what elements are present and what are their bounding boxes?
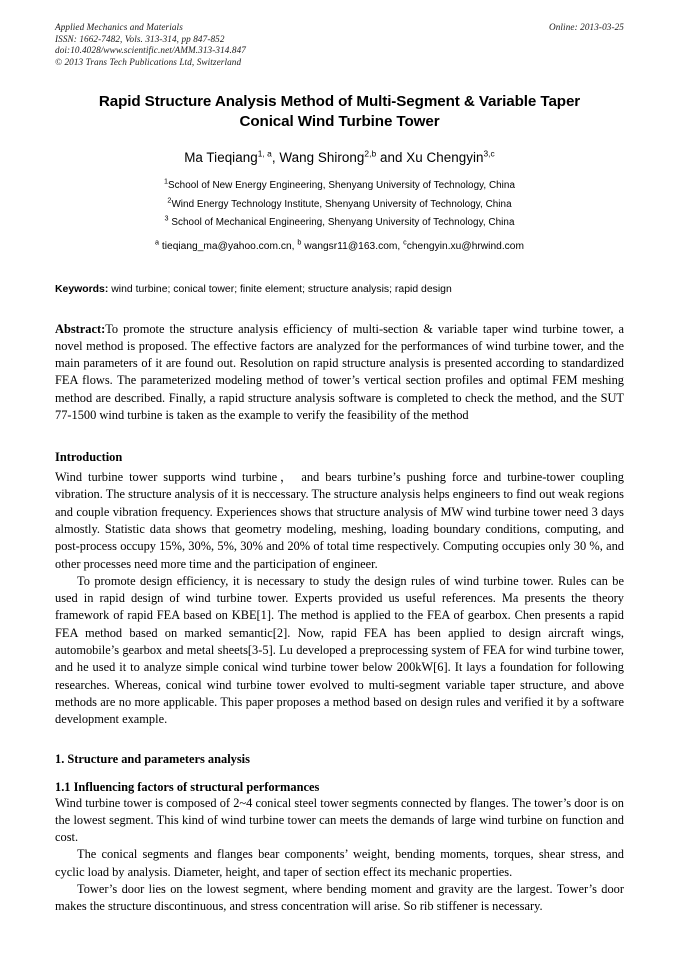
section-1-1-paragraph-1: Wind turbine tower is composed of 2~4 conical steel tower segments connected by flanges. The tower’s door is on the lowest segment. This kind of wind turbine tower can meets the demands of large wind turbine on function and cost. <box>55 795 624 845</box>
author-sup-3: 3,c <box>483 148 495 159</box>
heading-section-1: 1. Structure and parameters analysis <box>55 751 250 766</box>
affiliation-1 <box>55 177 624 196</box>
journal-name: Applied Mechanics and Materials <box>55 22 183 32</box>
email-sup-3: c <box>403 237 407 247</box>
journal-header <box>55 22 624 68</box>
author-list <box>55 149 624 167</box>
heading-section-1-1: 1.1 Influencing factors of structural performances <box>55 779 320 794</box>
journal-copyright: © 2013 Trans Tech Publications Ltd, Switzerland <box>55 56 242 67</box>
author-sup-2: 2,b <box>364 148 377 159</box>
journal-issn: ISSN: 1662-7482, Vols. 313-314, pp 847-852 <box>55 33 225 44</box>
author-name-3: Xu Chengyin <box>406 150 484 166</box>
affiliation-sup-3: 3 <box>164 214 169 224</box>
author-name-1: Ma Tieqiang <box>184 150 258 166</box>
section-1-1-paragraph-3: Tower’s door lies on the lowest segment, where bending moment and gravity are the largest. Tower’s door makes the structure discontinuous, and stress concentration will arise. So rib stiffener is necessary. <box>55 882 624 914</box>
email-sup-2: b <box>297 237 302 247</box>
affiliation-3 <box>55 214 624 233</box>
affiliation-sup-2: 2 <box>167 195 172 205</box>
keywords-label: Keywords: <box>55 283 109 295</box>
intro-paragraph-2: To promote design efficiency, it is necessary to study the design rules of wind turbine tower. Rules can be used in rapid design of wind turbine tower. Experts provided us useful references. Ma presents the theory framework of rapid FEA based on KBE[1]. The method is applied to the FEA of gearbox. Chen presents a rapid FEA method based on marked semantic[2]. Now, rapid FEA has been applied to design aircraft wings, automobile’s gearbox and metal sheets[3-5]. Lu developed a preprocessing system of FEA for wind turbine tower, and he used it to analyze simple conical wind turbine tower below 200kW[6]. It lays a foundation for following researches. Whereas, conical wind turbine tower evolved to multi-segment variable taper structure, and above methods are no more applicable. This paper proposes a method based on design rules and verified it by a software development example. <box>55 573 624 727</box>
affiliation-text-2: Wind Energy Technology Institute, Shenyang University of Technology, China <box>171 198 512 210</box>
email-sup-1: a <box>155 237 160 247</box>
email-3[interactable]: chengyin.xu@hrwind.com <box>406 240 524 252</box>
affiliation-sup-1: 1 <box>163 177 169 187</box>
affiliation-text-1: School of New Energy Engineering, Shenyang University of Technology, China <box>168 180 516 192</box>
heading-introduction: Introduction <box>55 450 123 465</box>
section-1-1-paragraph-2: The conical segments and flanges bear components’ weight, bending moments, torques, shear stress, and cyclic load by analysis. Diameter, height, and taper of section effect its mechanic properties. <box>55 847 624 879</box>
email-1[interactable]: tieqiang_ma@yahoo.com.cn, <box>161 240 295 252</box>
email-2[interactable]: wangsr11@163.com, <box>304 240 401 252</box>
email-list <box>55 237 624 254</box>
author-name-2: Wang Shirong <box>279 150 365 166</box>
abstract-text: To promote the structure analysis efficiency of multi-section & variable taper wind turbine tower, a novel method is proposed. The effective factors are analyzed for the performances of wind turbine tower, and the main parameters of it are found out. Resolution on rapid structure analysis is presented according to standardized FEA flows. The parameterized modeling method of tower’s vertical section profiles and optimal FEM meshing method are described. Finally, a rapid structure analysis software is completed to check the method, and the SUT 77-1500 wind turbine is taken as the example to verify the feasibility of the method <box>55 321 624 422</box>
author-separator-1: , <box>271 150 280 166</box>
keywords-line <box>55 283 624 297</box>
affiliation-2 <box>55 196 624 215</box>
author-sup-1: 1, a <box>257 148 272 159</box>
affiliation-text-3: School of Mechanical Engineering, Shenyang University of Technology, China <box>171 217 515 229</box>
online-date: Online: 2013-03-25 <box>548 22 624 32</box>
page-title: Rapid Structure Analysis Method of Multi-Segment & Variable Taper Conical Wind Turbine Tower <box>98 93 581 131</box>
abstract-label: Abstract: <box>55 321 106 336</box>
abstract-block <box>55 321 624 424</box>
intro-paragraph-1: Wind turbine tower supports wind turbine， and bears turbine’s pushing force and turbine-tower coupling vibration. The structure analysis of it is neccessary. The structure analysis helps engineers to find out weak regions and couple vibration frequency. Experiences shows that structure analysis of MW wind turbine tower need 3 days almostly. Statistic data shows that geometry modeling, meshing, loading boundary conditions, computing, and post-process occupy 15%, 30%, 5%, 30% and 20% of total time respectively. Computing occupies only 30 %, and other processes need more time and the participation of engineer. <box>55 470 624 571</box>
journal-doi: doi:10.4028/www.scientific.net/AMM.313-314.847 <box>55 45 246 56</box>
author-conjunction: and <box>376 150 407 166</box>
keywords-value: wind turbine; conical tower; finite element; structure analysis; rapid design <box>108 283 452 295</box>
affiliation-list <box>55 177 624 233</box>
